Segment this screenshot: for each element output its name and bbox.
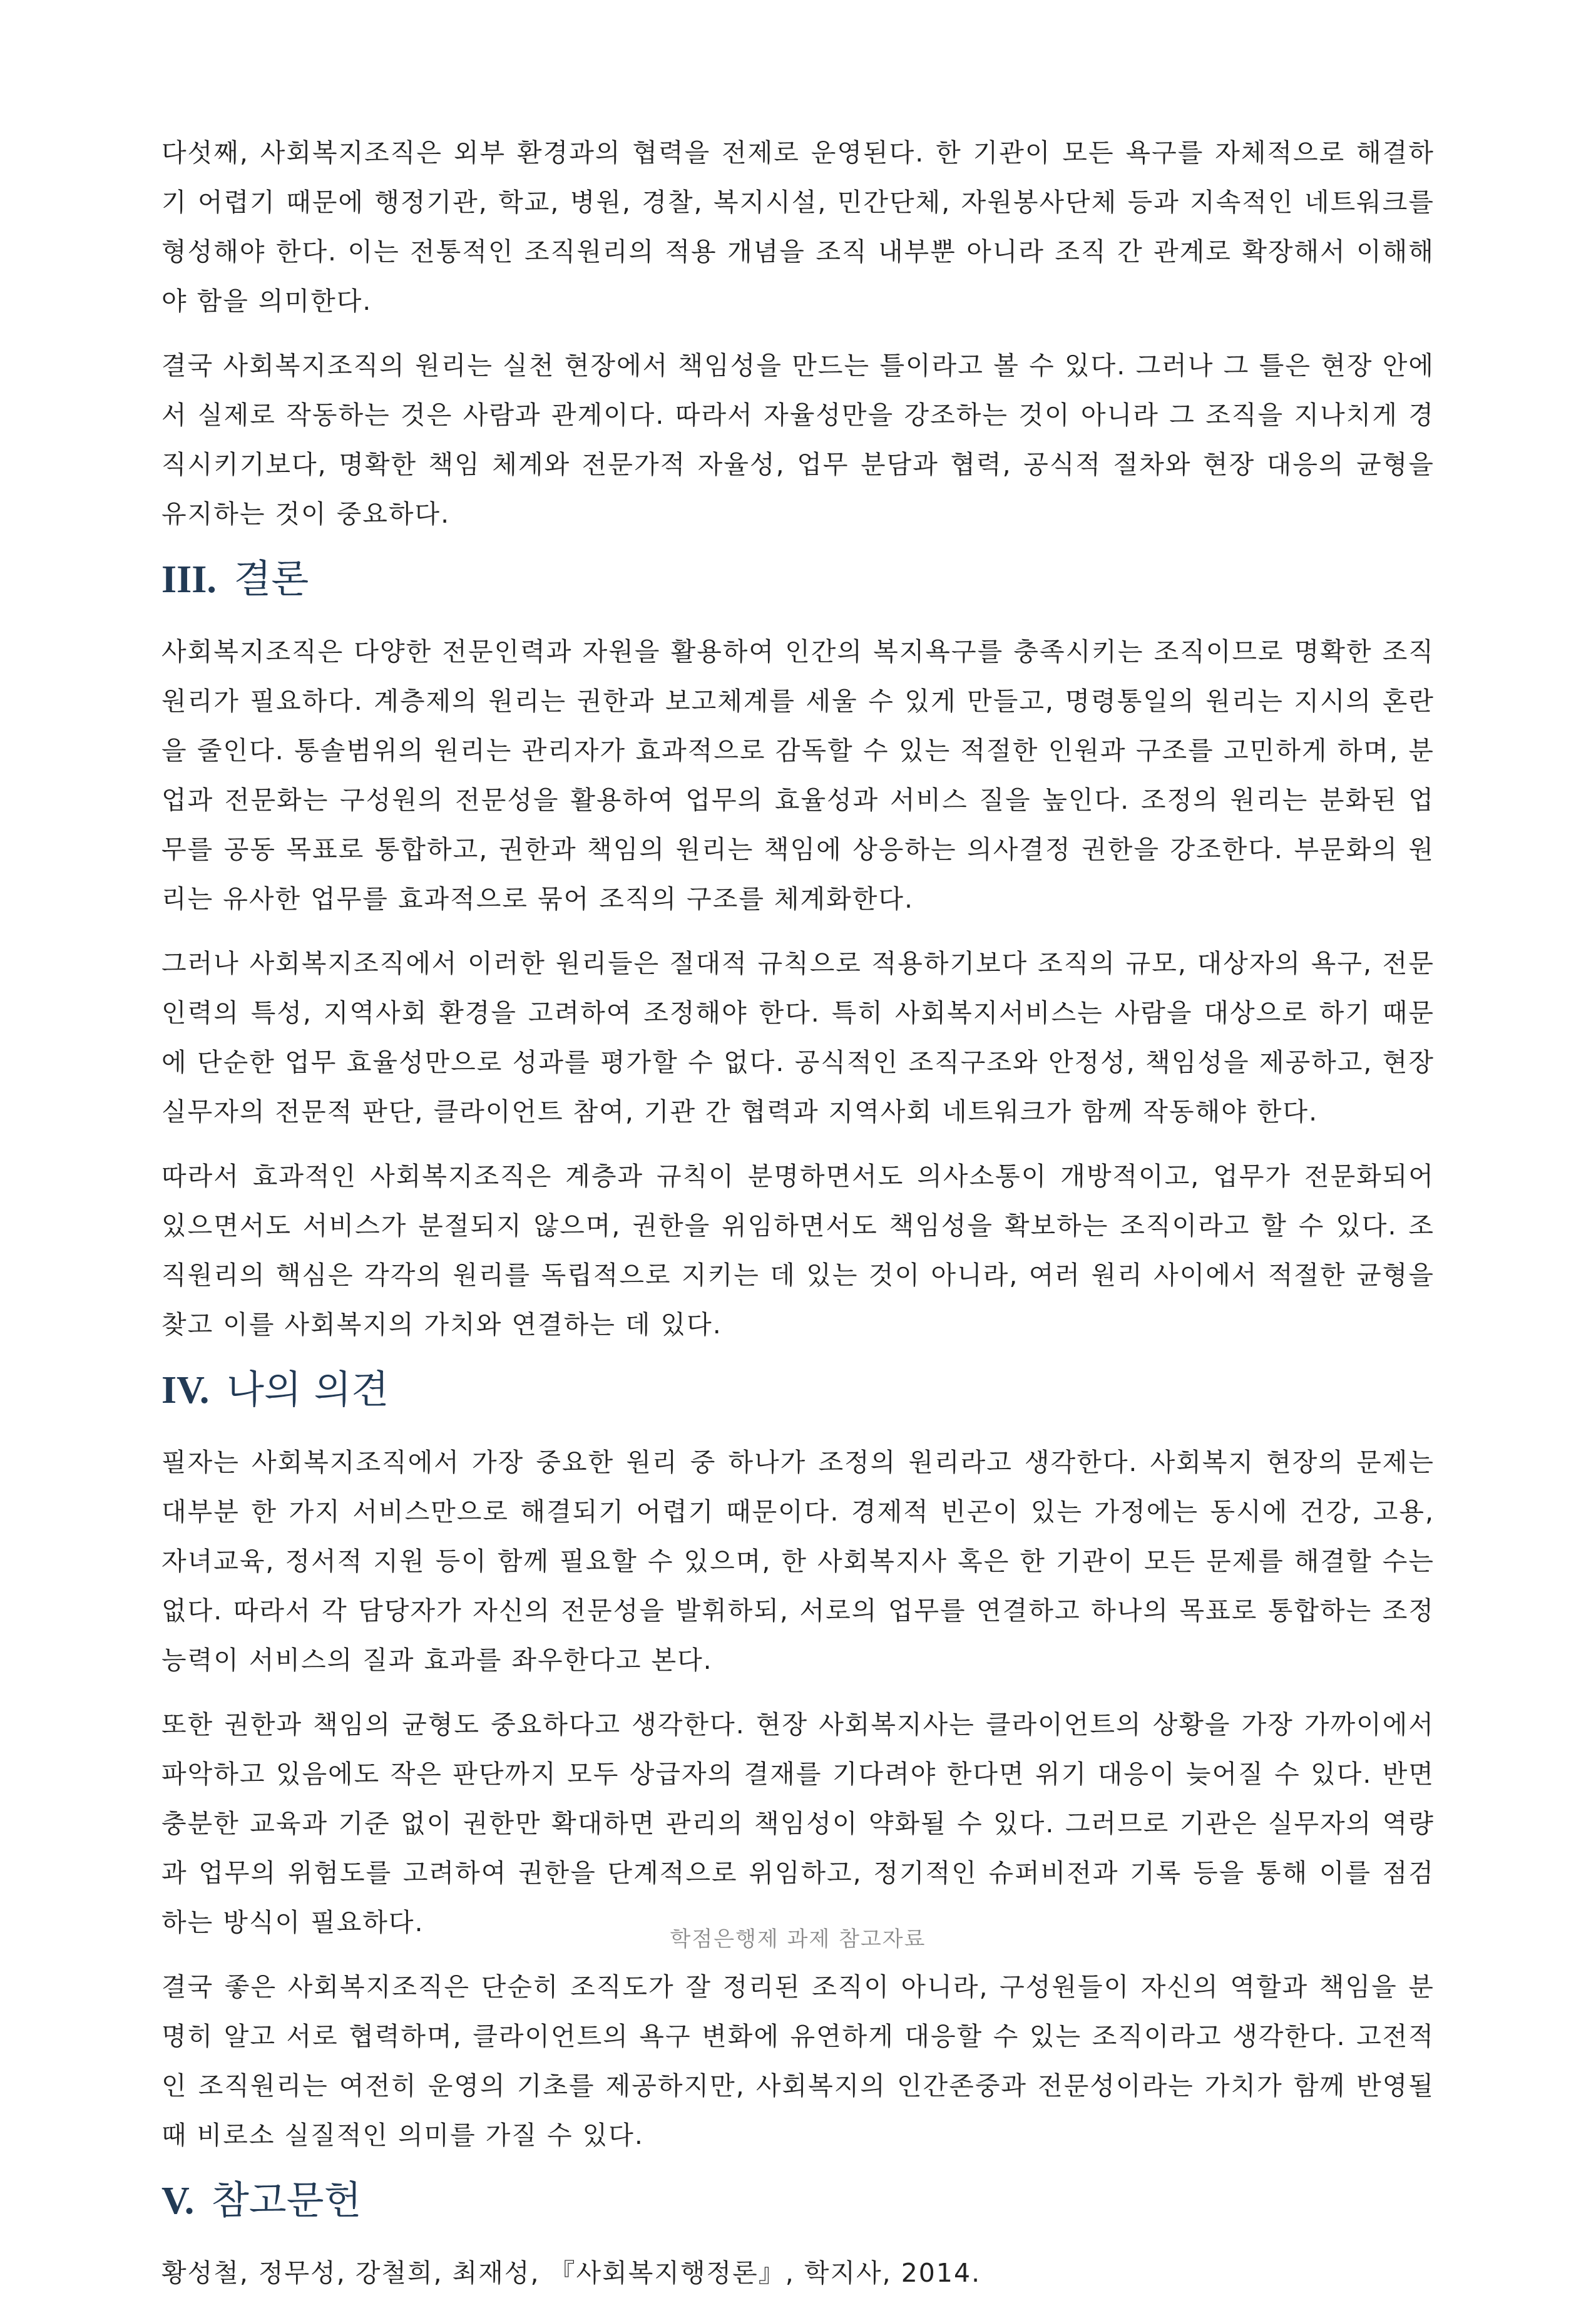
body-paragraph: 그러나 사회복지조직에서 이러한 원리들은 절대적 규칙으로 적용하기보다 조직의 규모, 대상자의 욕구, 전문인력의 특성, 지역사회 환경을 고려하여 조정해야 한다. 특히 사회복지서비스는 사람을 대상으로 하기 때문에 단순한 업무 효율성만으로 성과를 평가할 수 없다. 공식적인 조직구조와 안정성, 책임성을 제공하고, 현장 실무자의 전문적 판단, 클라이언트 참여, 기관 간 협력과 지역사회 네트워크가 함께 작동해야 한다. (161, 948, 1435, 1127)
body-paragraph: 또한 권한과 책임의 균형도 중요하다고 생각한다. 현장 사회복지사는 클라이언트의 상황을 가장 가까이에서 파악하고 있음에도 작은 판단까지 모두 상급자의 결재를 기다려야 한다면 위기 대응이 늦어질 수 있다. 반면 충분한 교육과 기준 없이 권한만 확대하면 관리의 책임성이 약화될 수 있다. 그러므로 기관은 실무자의 역량과 업무의 위험도를 고려하여 권한을 단계적으로 위임하고, 정기적인 슈퍼비전과 기록 등을 통해 이를 점검하는 방식이 필요하다. (161, 1710, 1435, 1937)
body-paragraph: 결국 사회복지조직의 원리는 실천 현장에서 책임성을 만드는 틀이라고 볼 수 있다. 그러나 그 틀은 현장 안에서 실제로 작동하는 것은 사람과 관계이다. 따라서 자율성만을 강조하는 것이 아니라 그 조직을 지나치게 경직시키기보다, 명확한 책임 체계와 전문가적 자율성, 업무 분담과 협력, 공식적 절차와 현장 대응의 균형을 유지하는 것이 중요하다. (161, 351, 1435, 529)
page-footer: 학점은행제 과제 참고자료 (670, 1927, 926, 1952)
reference-entry: 황성철, 정무성, 강철희, 최재성, 『사회복지행정론』, 학지사, 2014. (161, 2258, 981, 2288)
section-number: IV. (161, 1369, 210, 1412)
section-title: 결론 (233, 556, 309, 602)
body-paragraph: 필자는 사회복지조직에서 가장 중요한 원리 중 하나가 조정의 원리라고 생각한다. 사회복지 현장의 문제는 대부분 한 가지 서비스만으로 해결되기 어렵기 때문이다. 경제적 빈곤이 있는 가정에는 동시에 건강, 고용, 자녀교육, 정서적 지원 등이 함께 필요할 수 있으며, 한 사회복지사 혹은 한 기관이 모든 문제를 해결할 수는 없다. 따라서 각 담당자가 자신의 전문성을 발휘하되, 서로의 업무를 연결하고 하나의 목표로 통합하는 조정 능력이 서비스의 질과 효과를 좌우한다고 본다. (161, 1447, 1435, 1675)
section-title: 참고문헌 (211, 2177, 362, 2223)
section-title: 나의 의견 (227, 1367, 389, 1412)
body-paragraph: 결국 좋은 사회복지조직은 단순히 조직도가 잘 정리된 조직이 아니라, 구성원들이 자신의 역할과 책임을 분명히 알고 서로 협력하며, 클라이언트의 욕구 변화에 유연하게 대응할 수 있는 조직이라고 생각한다. 고전적인 조직원리는 여전히 운영의 기초를 제공하지만, 사회복지의 인간존중과 전문성이라는 가치가 함께 반영될 때 비로소 실질적인 의미를 가질 수 있다. (161, 1972, 1435, 2150)
body-paragraph: 따라서 효과적인 사회복지조직은 계층과 규칙이 분명하면서도 의사소통이 개방적이고, 업무가 전문화되어 있으면서도 서비스가 분절되지 않으며, 권한을 위임하면서도 책임성을 확보하는 조직이라고 할 수 있다. 조직원리의 핵심은 각각의 원리를 독립적으로 지키는 데 있는 것이 아니라, 여러 원리 사이에서 적절한 균형을 찾고 이를 사회복지의 가치와 연결하는 데 있다. (161, 1161, 1435, 1340)
section-heading-references (161, 2175, 1435, 2226)
section-number: V. (161, 2180, 195, 2222)
section-heading-conclusion (161, 554, 1435, 605)
section-heading-opinion (161, 1365, 1435, 1415)
body-paragraph: 사회복지조직은 다양한 전문인력과 자원을 활용하여 인간의 복지욕구를 충족시키는 조직이므로 명확한 조직원리가 필요하다. 계층제의 원리는 권한과 보고체계를 세울 수 있게 만들고, 명령통일의 원리는 지시의 혼란을 줄인다. 통솔범위의 원리는 관리자가 효과적으로 감독할 수 있는 적절한 인원과 구조를 고민하게 하며, 분업과 전문화는 구성원의 전문성을 활용하여 업무의 효율성과 서비스 질을 높인다. 조정의 원리는 분화된 업무를 공동 목표로 통합하고, 권한과 책임의 원리는 책임에 상응하는 의사결정 권한을 강조한다. 부문화의 원리는 유사한 업무를 효과적으로 묶어 조직의 구조를 체계화한다. (161, 637, 1435, 914)
section-number: III. (161, 558, 217, 601)
document-page (161, 128, 1435, 2313)
body-paragraph: 다섯째, 사회복지조직은 외부 환경과의 협력을 전제로 운영된다. 한 기관이 모든 욕구를 자체적으로 해결하기 어렵기 때문에 행정기관, 학교, 병원, 경찰, 복지시설, 민간단체, 자원봉사단체 등과 지속적인 네트워크를 형성해야 한다. 이는 전통적인 조직원리의 적용 개념을 조직 내부뿐 아니라 조직 간 관계로 확장해서 이해해야 함을 의미한다. (161, 138, 1435, 316)
